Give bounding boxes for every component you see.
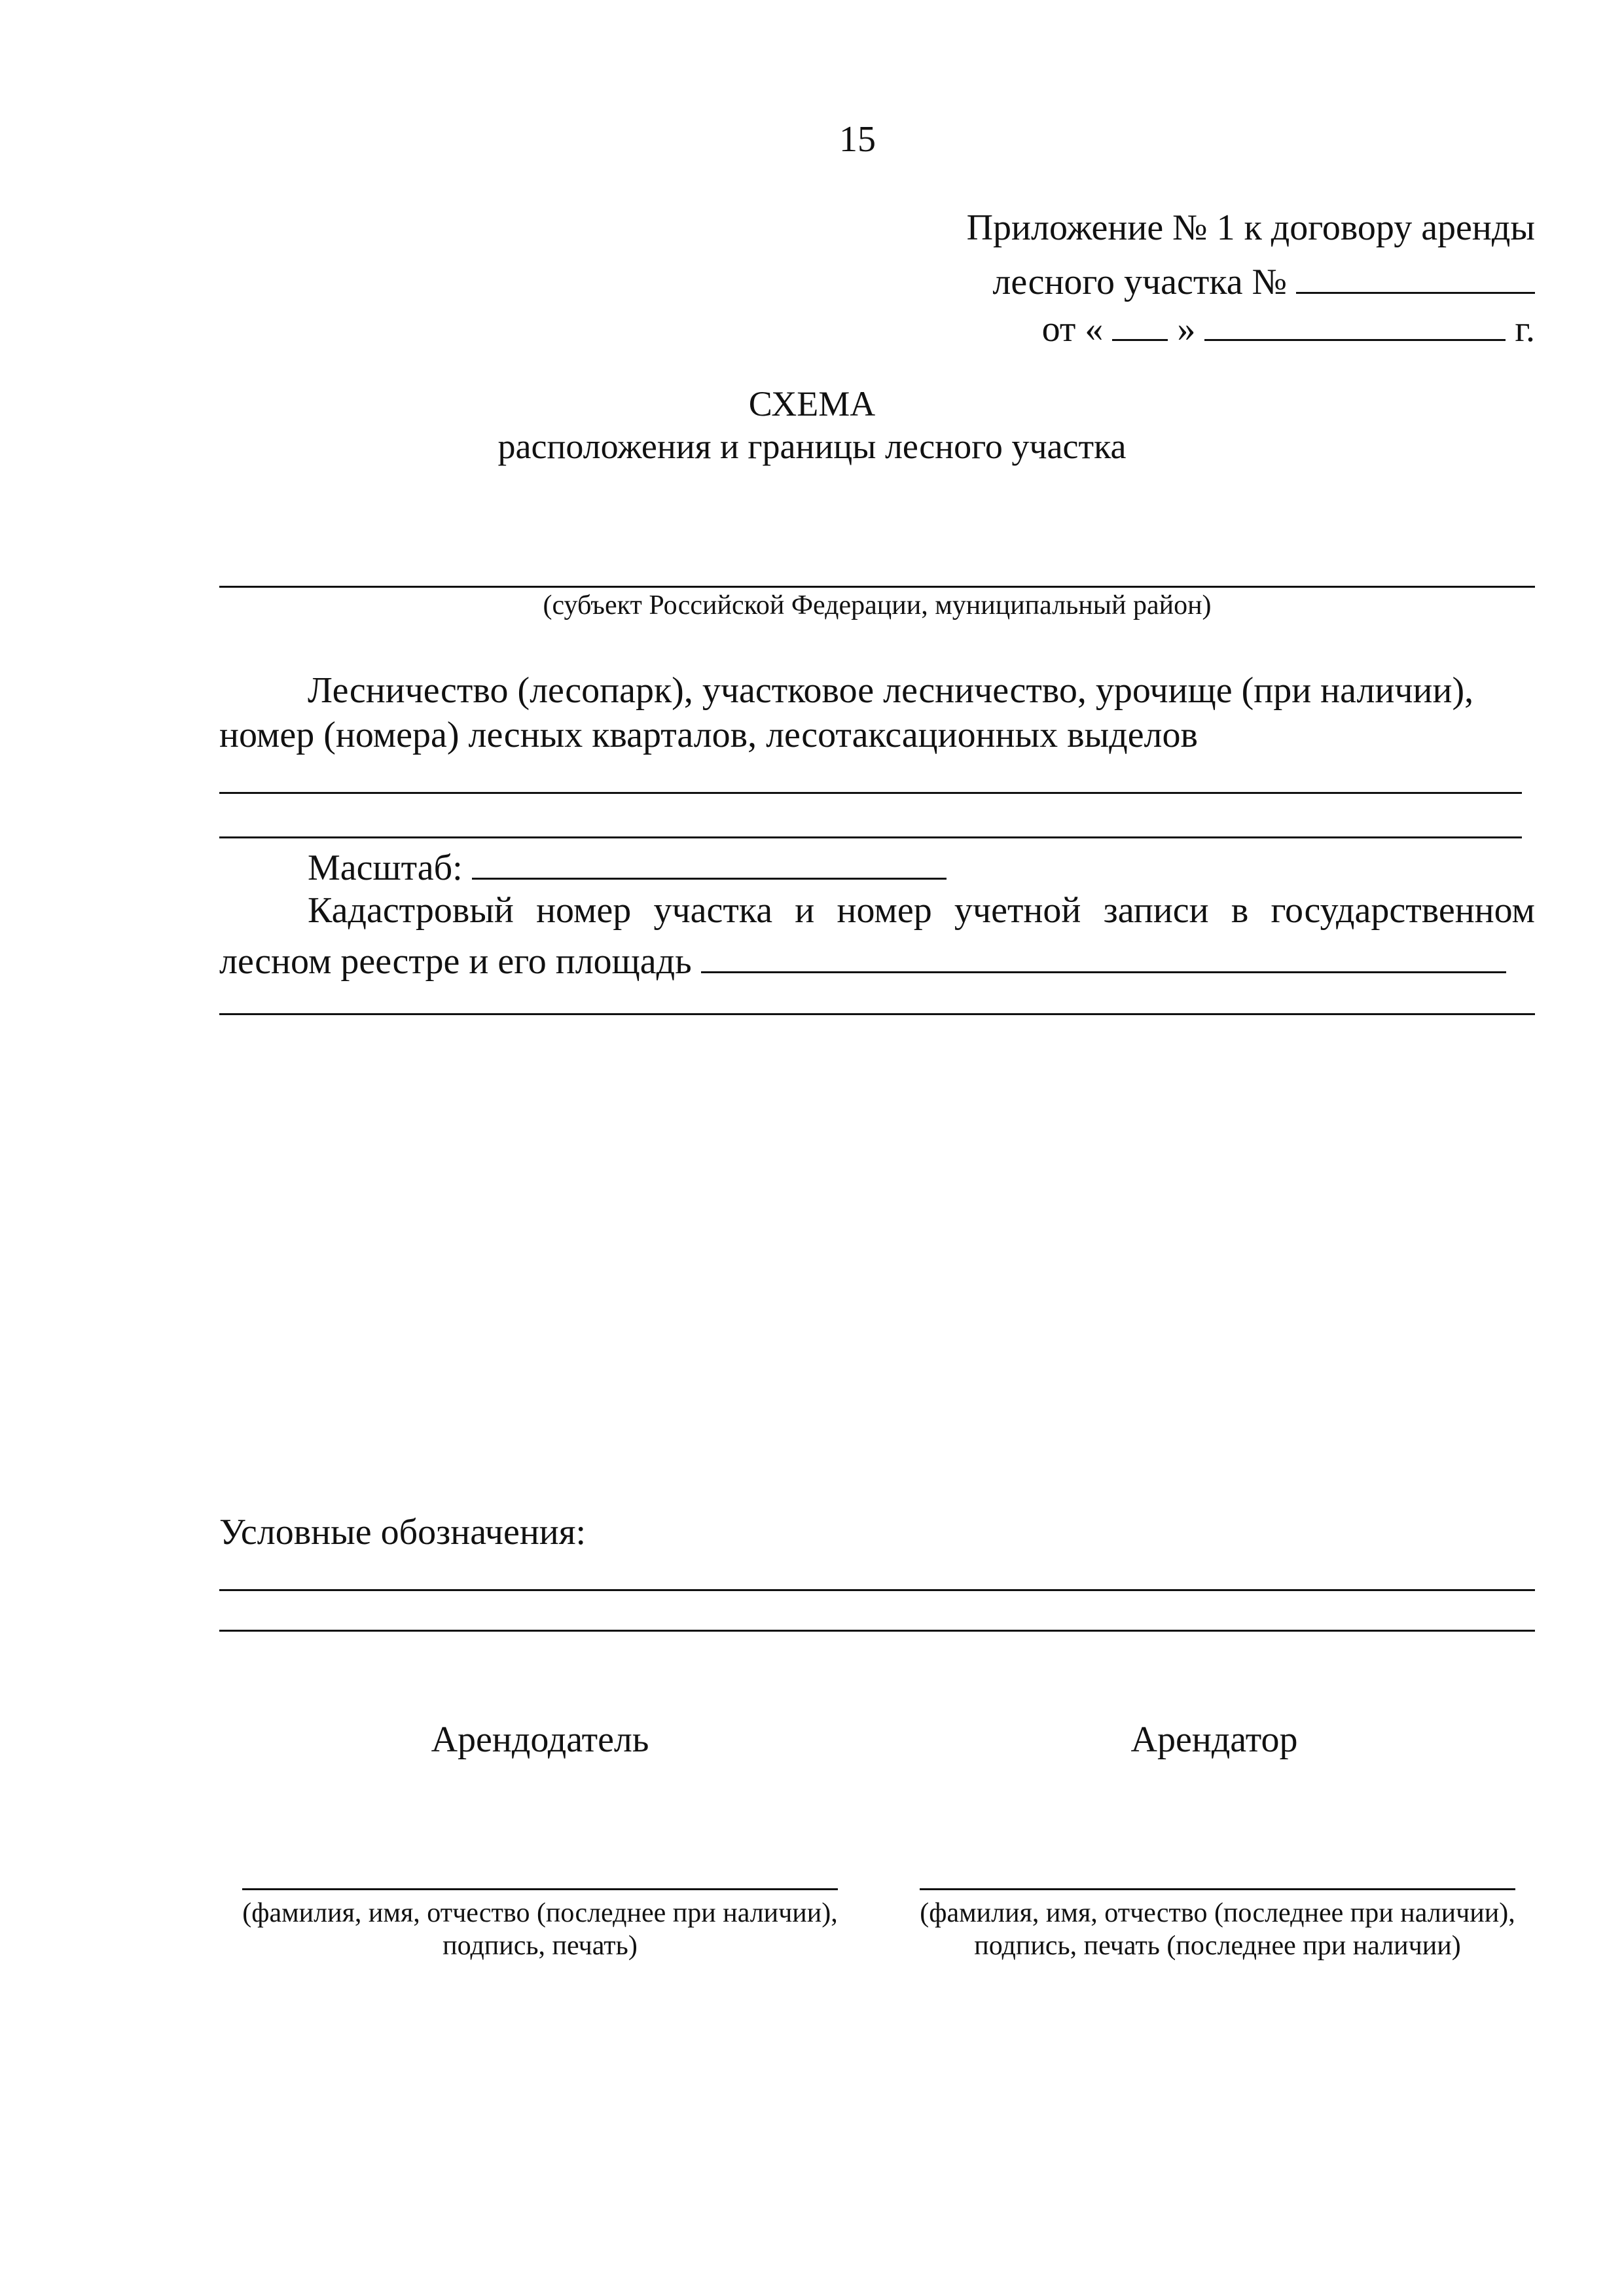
map-area: [219, 1047, 1535, 1473]
schema-title: СХЕМА: [748, 384, 876, 423]
lessor-signature-line[interactable]: [242, 1888, 838, 1890]
cadastral-line-2: лесном реестре и его площадь: [219, 941, 692, 982]
appendix-contract-label: лесного участка №: [992, 262, 1287, 302]
legend-blank-line-1[interactable]: [219, 1589, 1535, 1591]
lessor-caption-line-1: (фамилия, имя, отчество (последнее при наличии),: [242, 1898, 838, 1928]
forestry-line-2: номер (номера) лесных кварталов, лесотаксационных выделов: [219, 715, 1198, 755]
scale-label: Масштаб:: [308, 848, 463, 888]
lessee-title: Арендатор: [1130, 1719, 1298, 1760]
lessor-caption-line-2: подпись, печать): [442, 1931, 638, 1961]
date-open-quote: от «: [1041, 309, 1104, 350]
contract-number-blank[interactable]: [1296, 255, 1535, 294]
appendix-line-2: [992, 255, 1535, 304]
day-blank[interactable]: [1112, 302, 1168, 341]
scale-row: [308, 841, 947, 890]
cadastral-line-1: Кадастровый номер участка и номер учетной записи в государственном: [308, 890, 1535, 931]
scale-blank[interactable]: [472, 841, 947, 880]
cadastral-blank[interactable]: [701, 935, 1506, 973]
page-number: 15: [839, 119, 876, 160]
year-suffix: г.: [1515, 309, 1535, 350]
forestry-line-1: Лесничество (лесопарк), участковое лесничество, урочище (при наличии),: [308, 670, 1474, 711]
cadastral-line-2-row: [219, 935, 1506, 984]
lessee-caption-line-2: подпись, печать (последнее при наличии): [974, 1931, 1461, 1961]
forestry-blank-line-1[interactable]: [219, 792, 1522, 794]
lessee-caption-line-1: (фамилия, имя, отчество (последнее при наличии),: [920, 1898, 1515, 1928]
lessor-title: Арендодатель: [431, 1719, 649, 1760]
legend-label: Условные обозначения:: [219, 1512, 586, 1552]
appendix-line-1: Приложение № 1 к договору аренды: [966, 207, 1535, 248]
legend-blank-line-2[interactable]: [219, 1630, 1535, 1632]
date-close-quote: »: [1177, 309, 1196, 350]
lessee-signature-line[interactable]: [920, 1888, 1515, 1890]
schema-subtitle: расположения и границы лесного участка: [497, 427, 1127, 466]
cadastral-blank-line[interactable]: [219, 1013, 1535, 1015]
appendix-line-3: [1042, 302, 1535, 351]
subject-caption: (субъект Российской Федерации, муниципальный район): [543, 590, 1212, 620]
month-year-blank[interactable]: [1204, 302, 1506, 341]
forestry-blank-line-2[interactable]: [219, 836, 1522, 838]
subject-line[interactable]: [219, 586, 1535, 588]
